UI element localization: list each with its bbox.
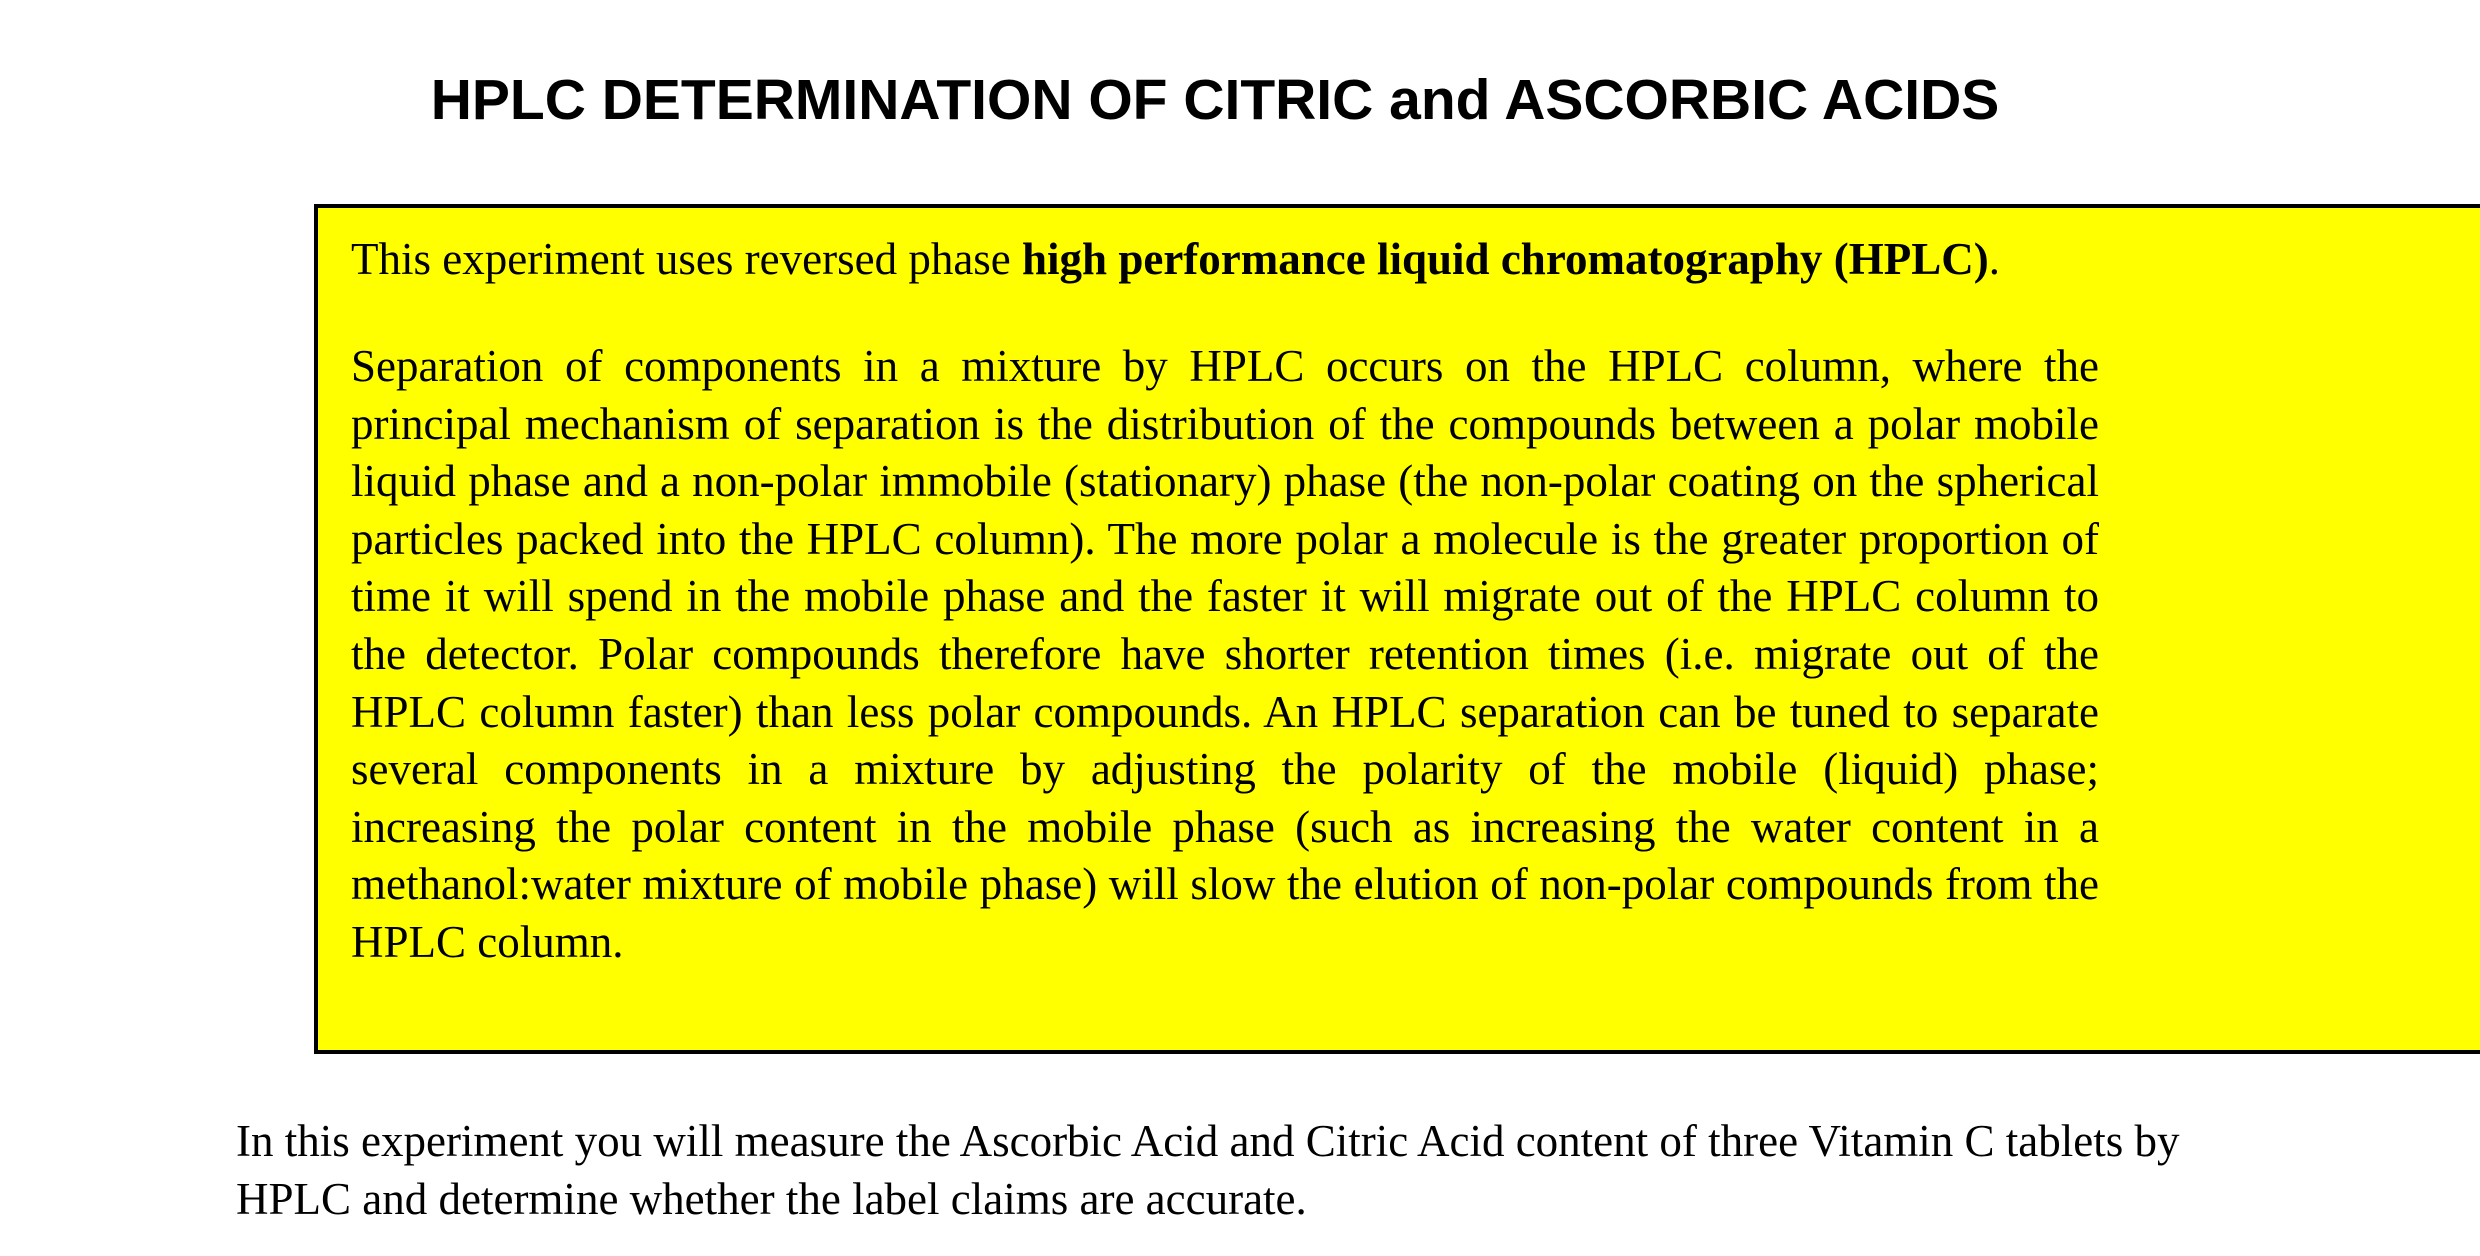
separation-explanation-paragraph: Separation of components in a mixture by HPLC occurs on the HPLC column, where the principal mechanism of separation is the distribution of the compounds between a polar mobile liquid phase and a non-polar immobile (stationary) phase (the non-polar coating on the spherical particles packed into the HPLC column). The more polar a molecule is the greater proportion of time it will spend in the mobile phase and the faster it will migrate out of the HPLC column to the detector. Polar compounds therefore have shorter retention times (i.e. migrate out of the HPLC column faster) than less polar compounds. An HPLC separation can be tuned to separate several components in a mixture by adjusting the polarity of the mobile (liquid) phase; increasing the polar content in the mobile phase (such as increasing the water content in a methanol:water mixture of mobile phase) will slow the elution of non-polar compounds from the HPLC column. <box>351 341 2099 967</box>
intro-prefix-text: This experiment uses reversed phase <box>351 234 1023 284</box>
intro-sentence <box>351 230 2000 288</box>
hplc-term-bold: high performance liquid chromatography (HPLC) <box>1022 234 1989 284</box>
page-title: HPLC DETERMINATION OF CITRIC and ASCORBIC ACIDS <box>430 68 2000 132</box>
experiment-objective-paragraph: In this experiment you will measure the Ascorbic Acid and Citric Acid content of three Vitamin C tablets by HPLC and determine whether the label claims are accurate. <box>236 1116 2180 1224</box>
highlighted-intro-box <box>314 204 2480 1054</box>
intro-suffix-text: . <box>1988 234 2000 284</box>
